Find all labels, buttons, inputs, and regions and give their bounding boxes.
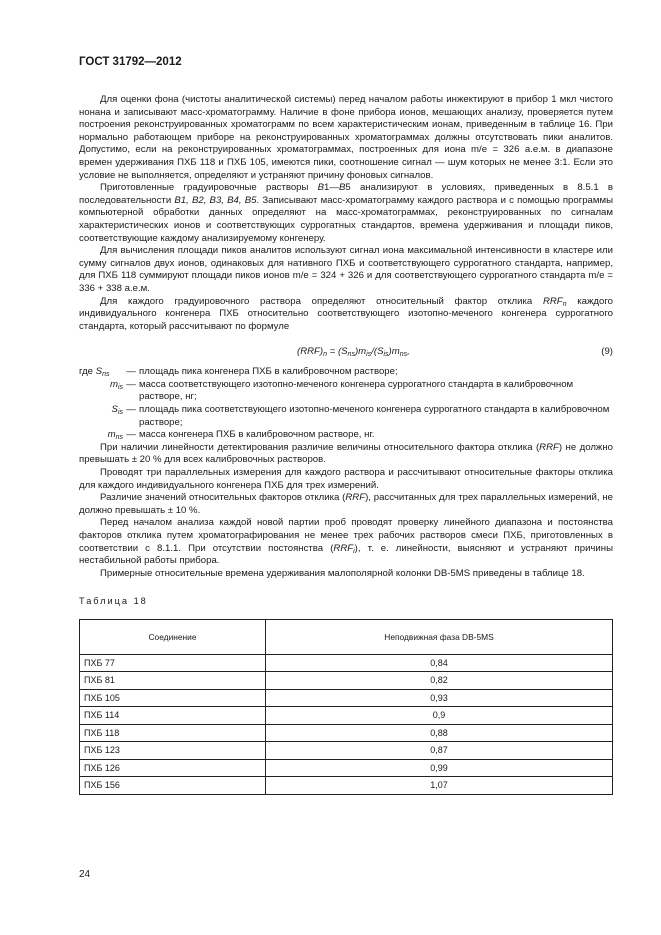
table-row: ПХБ 118 0,88	[80, 724, 613, 742]
table-row: ПХБ 126 0,99	[80, 759, 613, 777]
paragraph-peak-area: Для вычисления площади пиков аналитов используют сигнал иона максимальной интенсивности в кластере или сумму сигналов двух ионов, одинаковых для нативного ПХБ и соответствующего суррогатного стандарта, например, для ПХБ 118 суммируют площади пиков ионов m/e = 324 + 326 и для соответствующего суррогатного стандарта m/e = 336 + 338 а.е.м.	[79, 245, 613, 294]
where-item-s-ns: где $S_{ns}$ — площадь пика конгенера ПХБ в калибровочном растворе;	[79, 366, 398, 379]
paragraph-linearity: При наличии линейности детектирования различие величины относительного фактора отклика (RRF) не должно превышать ± 20 % для всех калибровочных растворов.	[79, 441, 613, 466]
formula-9	[79, 340, 613, 366]
document-body	[79, 94, 613, 795]
table-row: ПХБ 156 1,07	[80, 777, 613, 795]
page-number: 24	[79, 869, 91, 880]
retention-table	[79, 619, 613, 795]
table-row: ПХБ 77 0,84	[80, 654, 613, 672]
table-row: ПХБ 114 0,9	[80, 707, 613, 725]
where-block	[79, 366, 613, 442]
table-caption: Таблица 18	[79, 596, 148, 607]
paragraph-rrf-difference: Различие значений относительных факторов отклика (RRF), рассчитанных для трех параллельных измерений, не должно превышать ± 10 %.	[79, 492, 613, 516]
where-item-m-ns: $m_{ns}$ — масса конгенера ПХБ в калибровочном растворе, нг.	[107, 429, 375, 442]
paragraph-parallel-measurements: Проводят три параллельных измерения для каждого раствора и рассчитывают относительные факторы отклика для каждого индивидуального конгенера ПХБ для трех измерений.	[79, 467, 613, 491]
paragraph-background-check: Для оценки фона (чистоты аналитической системы) перед началом работы инжектируют в прибор 1 мкл чистого нонана и записывают масс-хроматограмму. Наличие в фоне прибора ионов, мешающих анализу, проверяется путем построения реконструированных хроматограмм по всем характеристическим ионам, приведенным в таблице 16. При нормально работающем приборе на реконструированных хроматограммах должны отсутствовать пики аналитов. Допустимо, если на реконструированных хроматограммах, построенных для иона m/e = 326 а.е.м. в диапазоне времен удерживания ПХБ 118 и ПХБ 105, имеются пики, соотношение сигнал — шум которых не менее 3:1. Если это условие не выполняется, определяют и устраняют причину фоновых сигналов.	[79, 94, 613, 181]
where-item-s-is: $S_{is}$ — площадь пика соответствующего изотопно-меченого конгенера суррогатного стандарта в калибровочном растворе;	[111, 404, 610, 428]
table-row: ПХБ 123 0,87	[80, 742, 613, 760]
paragraph-batch-check: Перед началом анализа каждой новой партии проб проводят проверку линейного диапазона и постоянства факторов отклика путем хроматографирования не менее трех рабочих растворов смеси ПХБ, приготовленных в соответствии с 8.1.1. При отсутствии постоянства $(RRF_i)$, т. е. линейности, выясняют и устраняют причины нестабильной работы прибора.	[79, 517, 613, 567]
column-header-compound: Соединение	[80, 619, 266, 654]
table-row: ПХБ 105 0,93	[80, 689, 613, 707]
table-row: ПХБ 81 0,82	[80, 672, 613, 690]
where-item-m-is: $m_{is}$ — масса соответствующего изотопно-меченого конгенера суррогатного стандарта в калибровочном растворе, нг;	[109, 378, 574, 403]
paragraph-response-factor: Для каждого градуировочного раствора определяют относительный фактор отклика $RRF_n$ каждого индивидуального конгенера ПХБ относительно соответствующего изотопно-меченого конгенера суррогатного стандарта, который рассчитывают по формуле	[79, 295, 613, 332]
table-header-row	[80, 619, 613, 654]
column-header-phase: Неподвижная фаза DB-5MS	[266, 619, 613, 654]
formula-number: (9)	[601, 346, 613, 358]
paragraph-retention-times: Примерные относительные времена удерживания малополярной колонки DB-5MS приведены в таблице 18.	[100, 567, 585, 579]
document-header: ГОСТ 31792—2012	[79, 56, 182, 68]
formula-expression: $(RRF)_n = (S_{ns})m_{is}/(S_{is})m_{ns}$,	[297, 346, 410, 359]
paragraph-calibration-solutions: Приготовленные градуировочные растворы В1—В5 анализируют в условиях, приведенных в 8.5.1 в последовательности В1, В2, В3, В4, В5. Записывают масс-хроматограмму каждого раствора и с помощью программы компьютерной обработки данных определяют на масс-хроматограммах, реконструированных по сигналам характеристических ионов и соответствующих суррогатных стандартов, времена удерживания и площади пиков, соответствующие каждому анализируемому конгенеру.	[79, 182, 613, 244]
